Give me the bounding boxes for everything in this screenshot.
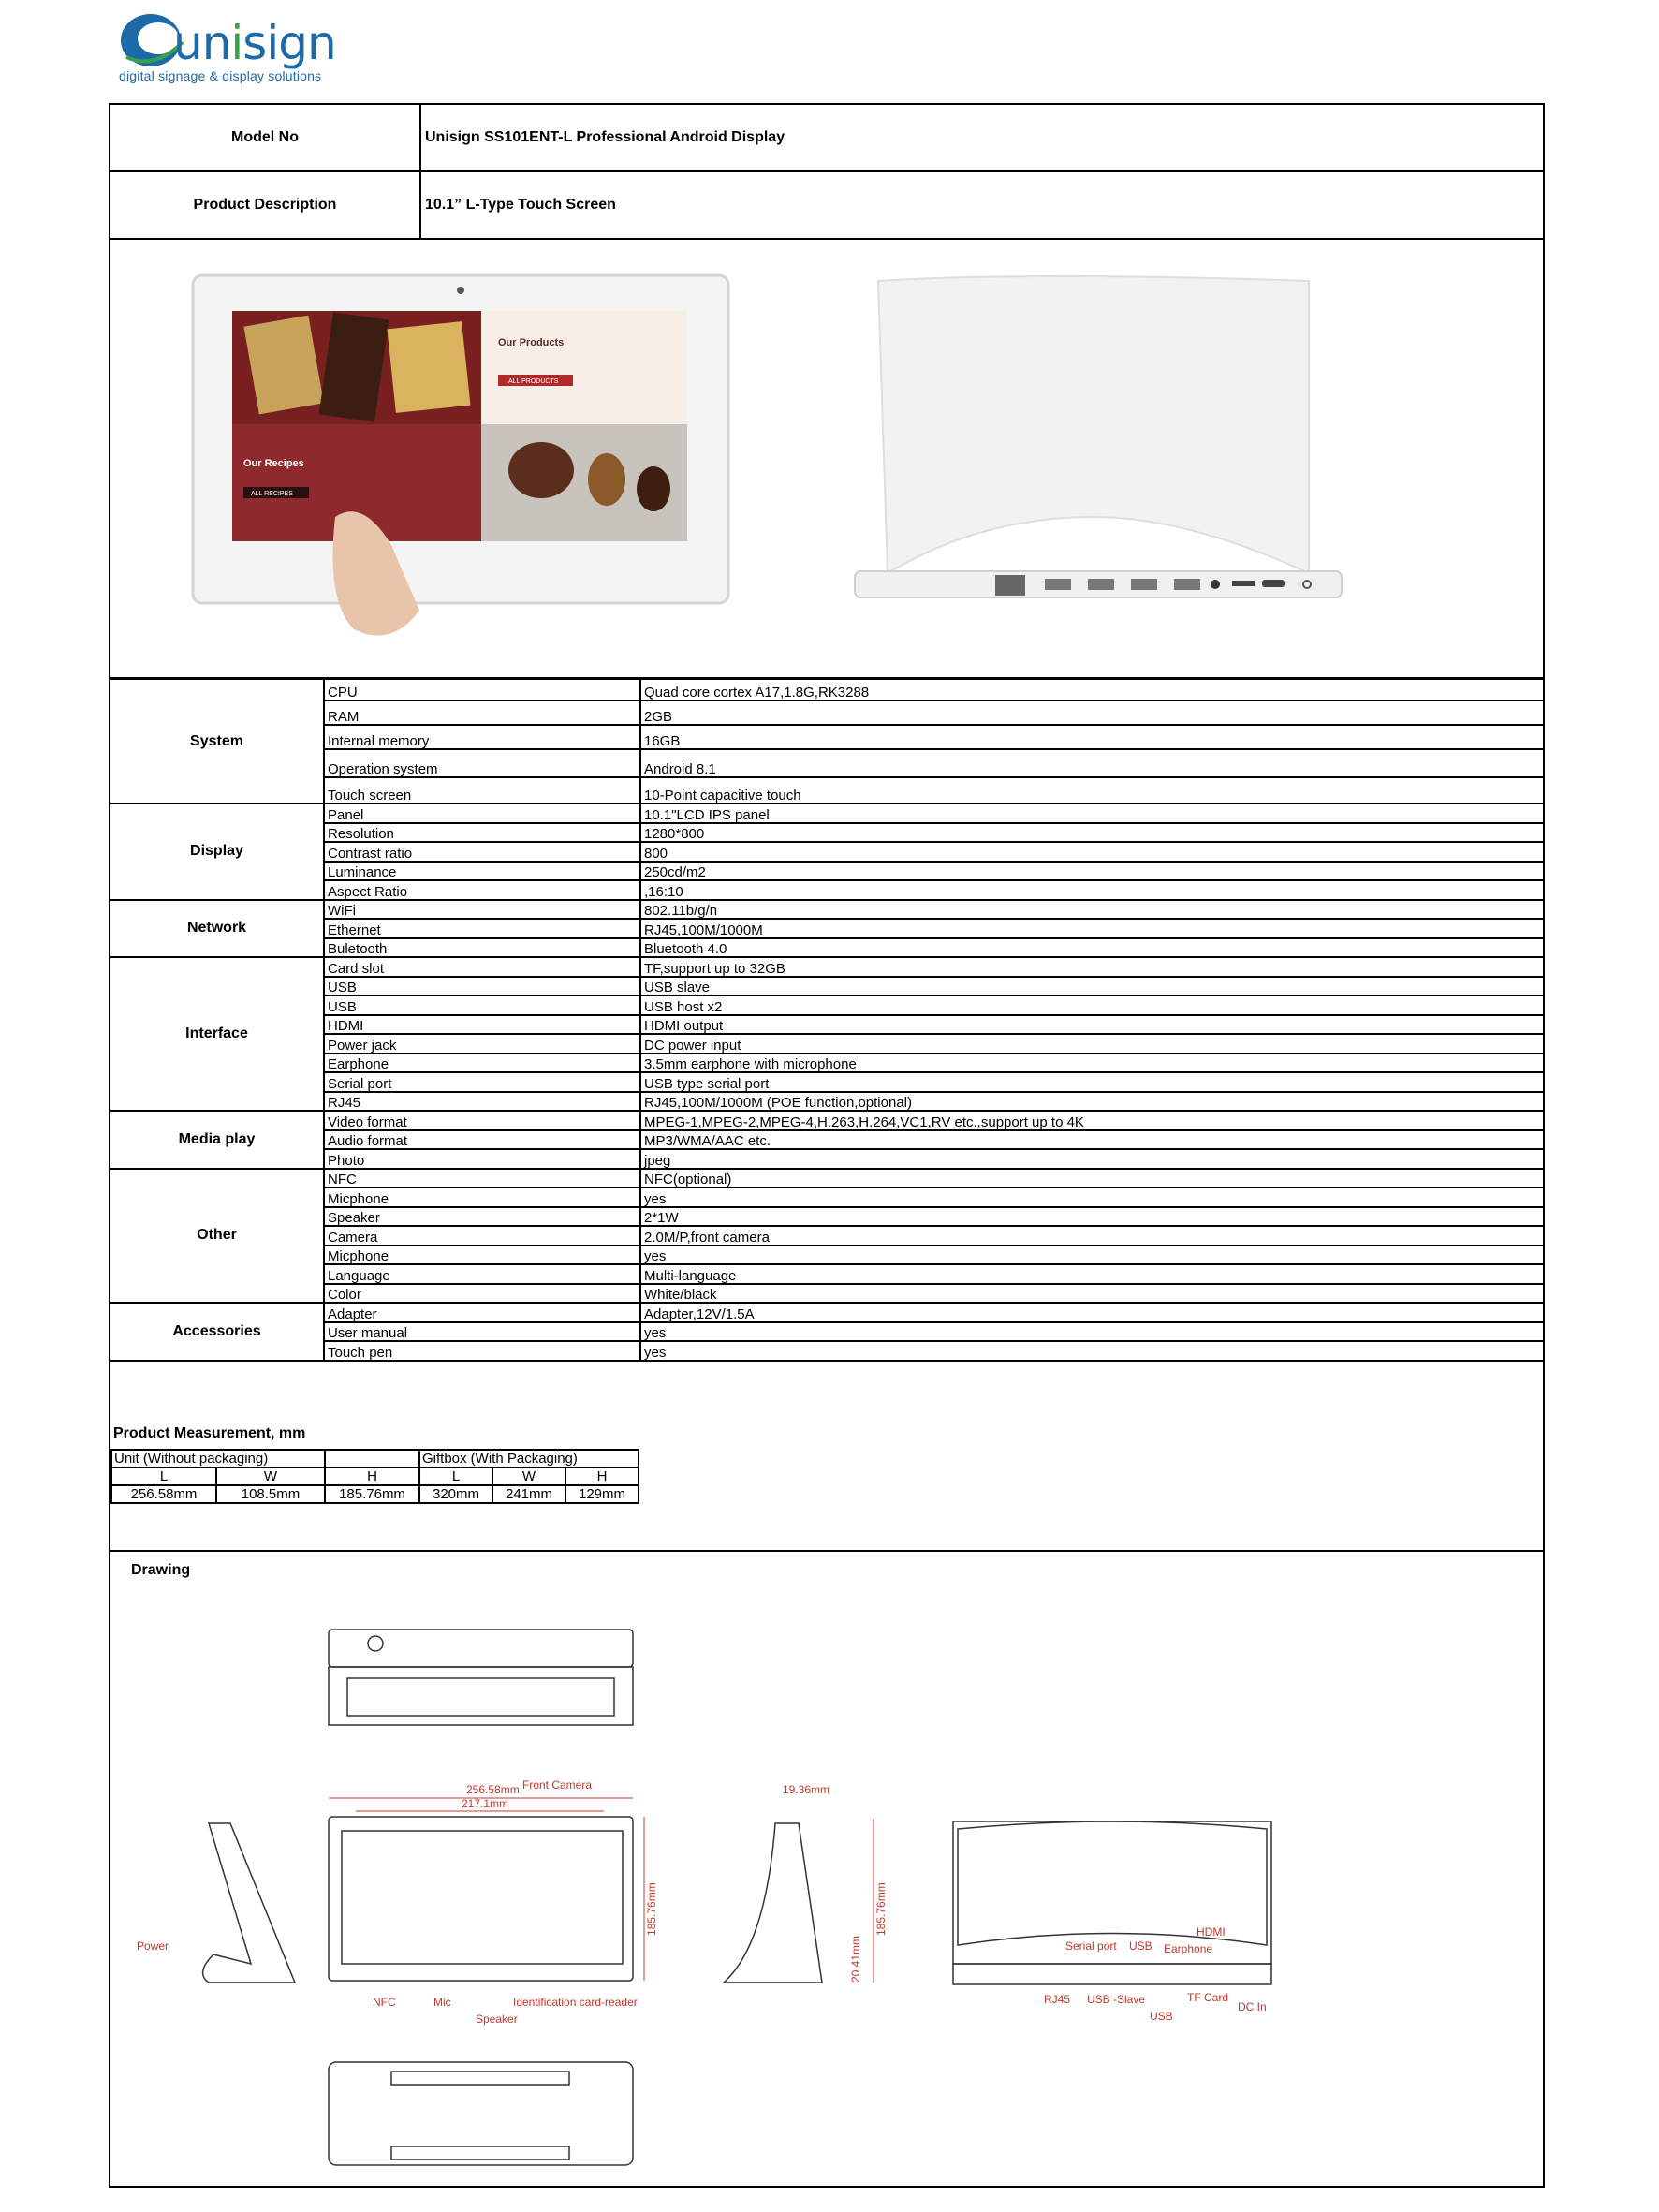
spec-value: MPEG-1,MPEG-2,MPEG-4,H.263,H.264,VC1,RV etc.,support up to 4K <box>640 1111 1543 1130</box>
spec-name: Adapter <box>324 1303 640 1322</box>
spec-name: Internal memory <box>324 725 640 749</box>
product-images <box>110 236 1543 676</box>
spec-name: Panel <box>324 804 640 823</box>
nfc-label: NFC <box>373 1996 396 2009</box>
spec-name: Language <box>324 1264 640 1284</box>
spec-name: User manual <box>324 1322 640 1342</box>
spec-row <box>110 1187 1543 1207</box>
spec-row <box>110 1054 1543 1073</box>
dim-base: 20.41mm <box>849 1935 862 1983</box>
spec-value: 2.0M/P,front camera <box>640 1226 1543 1246</box>
spec-row <box>110 995 1543 1015</box>
spec-value: Quad core cortex A17,1.8G,RK3288 <box>640 680 1543 700</box>
spec-name: Card slot <box>324 957 640 977</box>
spec-category: Interface <box>110 957 324 1111</box>
spec-name: Color <box>324 1284 640 1304</box>
spec-row <box>110 977 1543 996</box>
header-box-h: H <box>565 1467 639 1485</box>
spec-name: Power jack <box>324 1034 640 1054</box>
technical-drawing <box>110 1552 1543 2179</box>
logo-wordmark: unisign <box>173 16 336 70</box>
spec-table <box>110 680 1543 1362</box>
spec-name: USB <box>324 977 640 996</box>
spec-row <box>110 1284 1543 1304</box>
spec-category: System <box>110 680 324 804</box>
spec-name: Micphone <box>324 1187 640 1207</box>
spec-name: CPU <box>324 680 640 700</box>
spec-name: Touch screen <box>324 777 640 804</box>
spec-row <box>110 957 1543 977</box>
header-unit-l: L <box>111 1467 216 1485</box>
header-table <box>110 105 1543 240</box>
spec-value: USB slave <box>640 977 1543 996</box>
giftbox-label: Giftbox (With Packaging) <box>419 1450 639 1467</box>
spec-category: Media play <box>110 1111 324 1169</box>
spec-value: NFC(optional) <box>640 1169 1543 1188</box>
description-label: Product Description <box>110 171 420 239</box>
spec-value: Bluetooth 4.0 <box>640 938 1543 958</box>
spec-value: yes <box>640 1246 1543 1265</box>
mic-label: Mic <box>433 1996 451 2009</box>
company-logo <box>117 5 360 89</box>
dim-depth: 19.36mm <box>783 1783 830 1796</box>
spec-value: Adapter,12V/1.5A <box>640 1303 1543 1322</box>
spec-row <box>110 1341 1543 1361</box>
spec-value: 2GB <box>640 700 1543 725</box>
spec-row <box>110 1130 1543 1150</box>
header-unit-h: H <box>325 1467 419 1485</box>
spec-name: Luminance <box>324 862 640 881</box>
spec-value: 250cd/m2 <box>640 862 1543 881</box>
spec-name: RJ45 <box>324 1092 640 1112</box>
spec-name: RAM <box>324 700 640 725</box>
spec-sheet-frame <box>109 103 1545 2188</box>
spec-name: HDMI <box>324 1015 640 1035</box>
measurement-table <box>110 1449 639 1504</box>
spec-value: yes <box>640 1341 1543 1361</box>
spec-value: DC power input <box>640 1034 1543 1054</box>
earphone-label: Earphone <box>1164 1942 1213 1955</box>
spec-name: Photo <box>324 1149 640 1169</box>
dim-width: 256.58mm <box>466 1783 520 1796</box>
header-box-l: L <box>419 1467 492 1485</box>
spec-name: Operation system <box>324 749 640 777</box>
back-view-photo <box>855 276 1342 597</box>
spec-category: Network <box>110 900 324 958</box>
spec-value: Multi-language <box>640 1264 1543 1284</box>
rj45-label: RJ45 <box>1044 1993 1071 2006</box>
box-w-value: 241mm <box>492 1485 565 1503</box>
spec-value: 1280*800 <box>640 823 1543 843</box>
spec-name: Touch pen <box>324 1341 640 1361</box>
spec-row <box>110 1169 1543 1188</box>
spec-row <box>110 1207 1543 1227</box>
spec-row <box>110 823 1543 843</box>
spec-name: Aspect Ratio <box>324 880 640 900</box>
box-l-value: 320mm <box>419 1485 492 1503</box>
dim-inner-width: 217.1mm <box>462 1797 509 1810</box>
spec-value: RJ45,100M/1000M (POE function,optional) <box>640 1092 1543 1112</box>
spec-row <box>110 1264 1543 1284</box>
svg-text:Our Products: Our Products <box>498 337 565 348</box>
unit-h-value: 185.76mm <box>325 1485 419 1503</box>
spec-name: Camera <box>324 1226 640 1246</box>
spec-name: Speaker <box>324 1207 640 1227</box>
drawing-title: Drawing <box>131 1562 191 1578</box>
spec-row <box>110 880 1543 900</box>
spec-name: Audio format <box>324 1130 640 1150</box>
spec-name: WiFi <box>324 900 640 920</box>
spacer-cell <box>325 1450 419 1467</box>
spec-value: 16GB <box>640 725 1543 749</box>
spec-row <box>110 938 1543 958</box>
measurement-title: Product Measurement, mm <box>113 1425 306 1441</box>
model-value: Unisign SS101ENT-L Professional Android Display <box>420 105 1543 171</box>
spec-name: USB <box>324 995 640 1015</box>
spec-row <box>110 777 1543 804</box>
dc-in-label: DC In <box>1238 2000 1267 2013</box>
spec-name: Ethernet <box>324 919 640 938</box>
spec-row <box>110 725 1543 749</box>
spec-value: White/black <box>640 1284 1543 1304</box>
svg-text:ALL RECIPES: ALL RECIPES <box>251 491 293 497</box>
spec-value: yes <box>640 1187 1543 1207</box>
spec-value: HDMI output <box>640 1015 1543 1035</box>
unit-label: Unit (Without packaging) <box>111 1450 325 1467</box>
spec-row <box>110 842 1543 862</box>
header-unit-w: W <box>216 1467 325 1485</box>
spec-row <box>110 1092 1543 1112</box>
spec-category: Display <box>110 804 324 900</box>
spec-row <box>110 1034 1543 1054</box>
spec-row <box>110 700 1543 725</box>
spec-value: RJ45,100M/1000M <box>640 919 1543 938</box>
spec-value: ,16:10 <box>640 880 1543 900</box>
svg-text:Our Recipes: Our Recipes <box>243 458 304 469</box>
spec-value: 10.1"LCD IPS panel <box>640 804 1543 823</box>
spec-value: 800 <box>640 842 1543 862</box>
spec-category: Accessories <box>110 1303 324 1361</box>
usb-slave-label: USB -Slave <box>1087 1993 1146 2006</box>
spec-name: Earphone <box>324 1054 640 1073</box>
serial-port-label: Serial port <box>1065 1939 1117 1953</box>
spec-value: USB type serial port <box>640 1072 1543 1092</box>
card-reader-label: Identification card-reader <box>513 1996 638 2009</box>
spec-row <box>110 1015 1543 1035</box>
spec-value: 10-Point capacitive touch <box>640 777 1543 804</box>
spec-name: Resolution <box>324 823 640 843</box>
spec-row <box>110 1111 1543 1130</box>
spec-name: Serial port <box>324 1072 640 1092</box>
spec-value: 3.5mm earphone with microphone <box>640 1054 1543 1073</box>
spec-name: Buletooth <box>324 938 640 958</box>
spec-row <box>110 862 1543 881</box>
spec-value: USB host x2 <box>640 995 1543 1015</box>
spec-row <box>110 1226 1543 1246</box>
spec-category: Other <box>110 1169 324 1304</box>
tf-card-label: TF Card <box>1187 1991 1229 2004</box>
spec-value: Android 8.1 <box>640 749 1543 777</box>
spec-value: 2*1W <box>640 1207 1543 1227</box>
header-box-w: W <box>492 1467 565 1485</box>
front-view-photo <box>193 275 728 636</box>
model-label: Model No <box>110 105 420 171</box>
dim-height-side: 185.76mm <box>874 1882 888 1936</box>
hdmi-label: HDMI <box>1197 1925 1226 1939</box>
usb-top-label: USB <box>1129 1939 1152 1953</box>
usb-bottom-label: USB <box>1150 2010 1173 2023</box>
spec-row <box>110 1322 1543 1342</box>
spec-value: TF,support up to 32GB <box>640 957 1543 977</box>
spec-row <box>110 919 1543 938</box>
logo-tagline: digital signage & display solutions <box>119 68 322 83</box>
unit-l-value: 256.58mm <box>111 1485 216 1503</box>
spec-name: Micphone <box>324 1246 640 1265</box>
spec-name: Contrast ratio <box>324 842 640 862</box>
spec-row <box>110 1246 1543 1265</box>
spec-name: Video format <box>324 1111 640 1130</box>
power-label: Power <box>137 1939 169 1953</box>
spec-row <box>110 749 1543 777</box>
product-photos <box>110 236 1543 680</box>
front-camera-label: Front Camera <box>522 1778 593 1792</box>
spec-name: NFC <box>324 1169 640 1188</box>
box-h-value: 129mm <box>565 1485 639 1503</box>
description-value: 10.1” L-Type Touch Screen <box>420 171 1543 239</box>
spec-row <box>110 1149 1543 1169</box>
spec-row <box>110 680 1543 700</box>
spec-value: jpeg <box>640 1149 1543 1169</box>
spec-row <box>110 1072 1543 1092</box>
spec-value: 802.11b/g/n <box>640 900 1543 920</box>
spec-value: yes <box>640 1322 1543 1342</box>
spec-row <box>110 1303 1543 1322</box>
unit-w-value: 108.5mm <box>216 1485 325 1503</box>
spec-value: MP3/WMA/AAC etc. <box>640 1130 1543 1150</box>
dim-height-front: 185.76mm <box>645 1882 658 1936</box>
spec-row <box>110 804 1543 823</box>
spec-row <box>110 900 1543 920</box>
svg-text:ALL PRODUCTS: ALL PRODUCTS <box>508 378 559 385</box>
speaker-label: Speaker <box>476 2013 518 2026</box>
